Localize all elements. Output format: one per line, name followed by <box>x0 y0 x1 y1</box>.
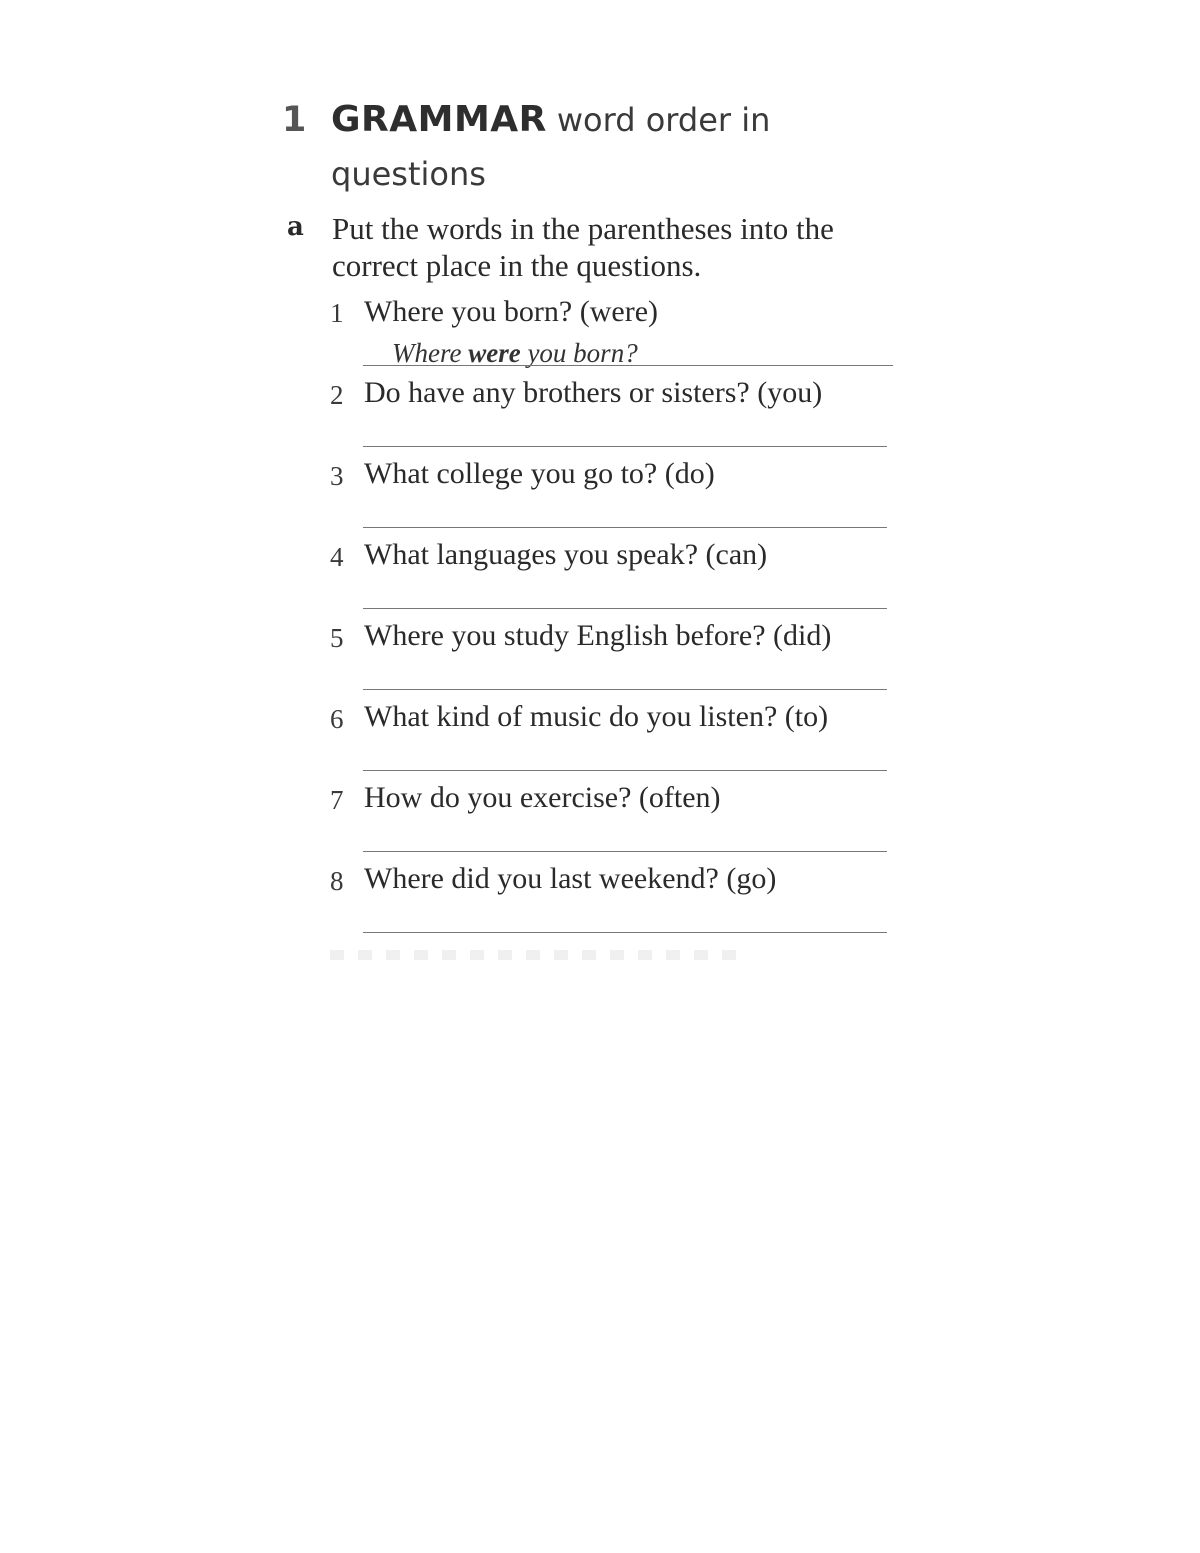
question-number: 8 <box>330 866 344 896</box>
question-text: Where you study English before? (did) <box>364 619 832 652</box>
question-text: Do have any brothers or sisters? (you) <box>364 376 823 409</box>
answer-line[interactable] <box>363 932 887 933</box>
example-answer-end: you born? <box>527 338 638 368</box>
faint-cutoff-text <box>330 950 750 960</box>
answer-line[interactable] <box>363 365 893 366</box>
question-text: Where you born? (were) <box>364 295 659 328</box>
question-text: Where did you last weekend? (go) <box>364 862 777 895</box>
answer-line[interactable] <box>363 608 887 609</box>
question-text: What kind of music do you listen? (to) <box>364 700 829 733</box>
exercise-instruction: Put the words in the parentheses into the correct place in the questions. <box>332 211 834 283</box>
question-number: 3 <box>330 461 344 491</box>
question-number: 2 <box>330 380 344 410</box>
answer-line[interactable] <box>363 770 887 771</box>
question-number: 6 <box>330 704 344 734</box>
question-number: 1 <box>330 298 344 328</box>
answer-line[interactable] <box>363 689 887 690</box>
example-answer-start: Where <box>392 338 462 368</box>
section-number: 1 <box>282 100 307 140</box>
grammar-topic: word order in questions <box>331 101 771 193</box>
question-number: 4 <box>330 542 344 572</box>
question-number: 7 <box>330 785 344 815</box>
grammar-label: GRAMMAR <box>331 99 547 140</box>
question-number: 5 <box>330 623 344 653</box>
question-text: How do you exercise? (often) <box>364 781 721 814</box>
exercise-letter: a <box>287 212 304 242</box>
question-text: What college you go to? (do) <box>364 457 715 490</box>
question-text: What languages you speak? (can) <box>364 538 768 571</box>
example-answer-inserted-word: were <box>468 338 521 368</box>
answer-line[interactable] <box>363 851 887 852</box>
answer-line[interactable] <box>363 527 887 528</box>
question-list <box>330 0 900 1000</box>
answer-line[interactable] <box>363 446 887 447</box>
